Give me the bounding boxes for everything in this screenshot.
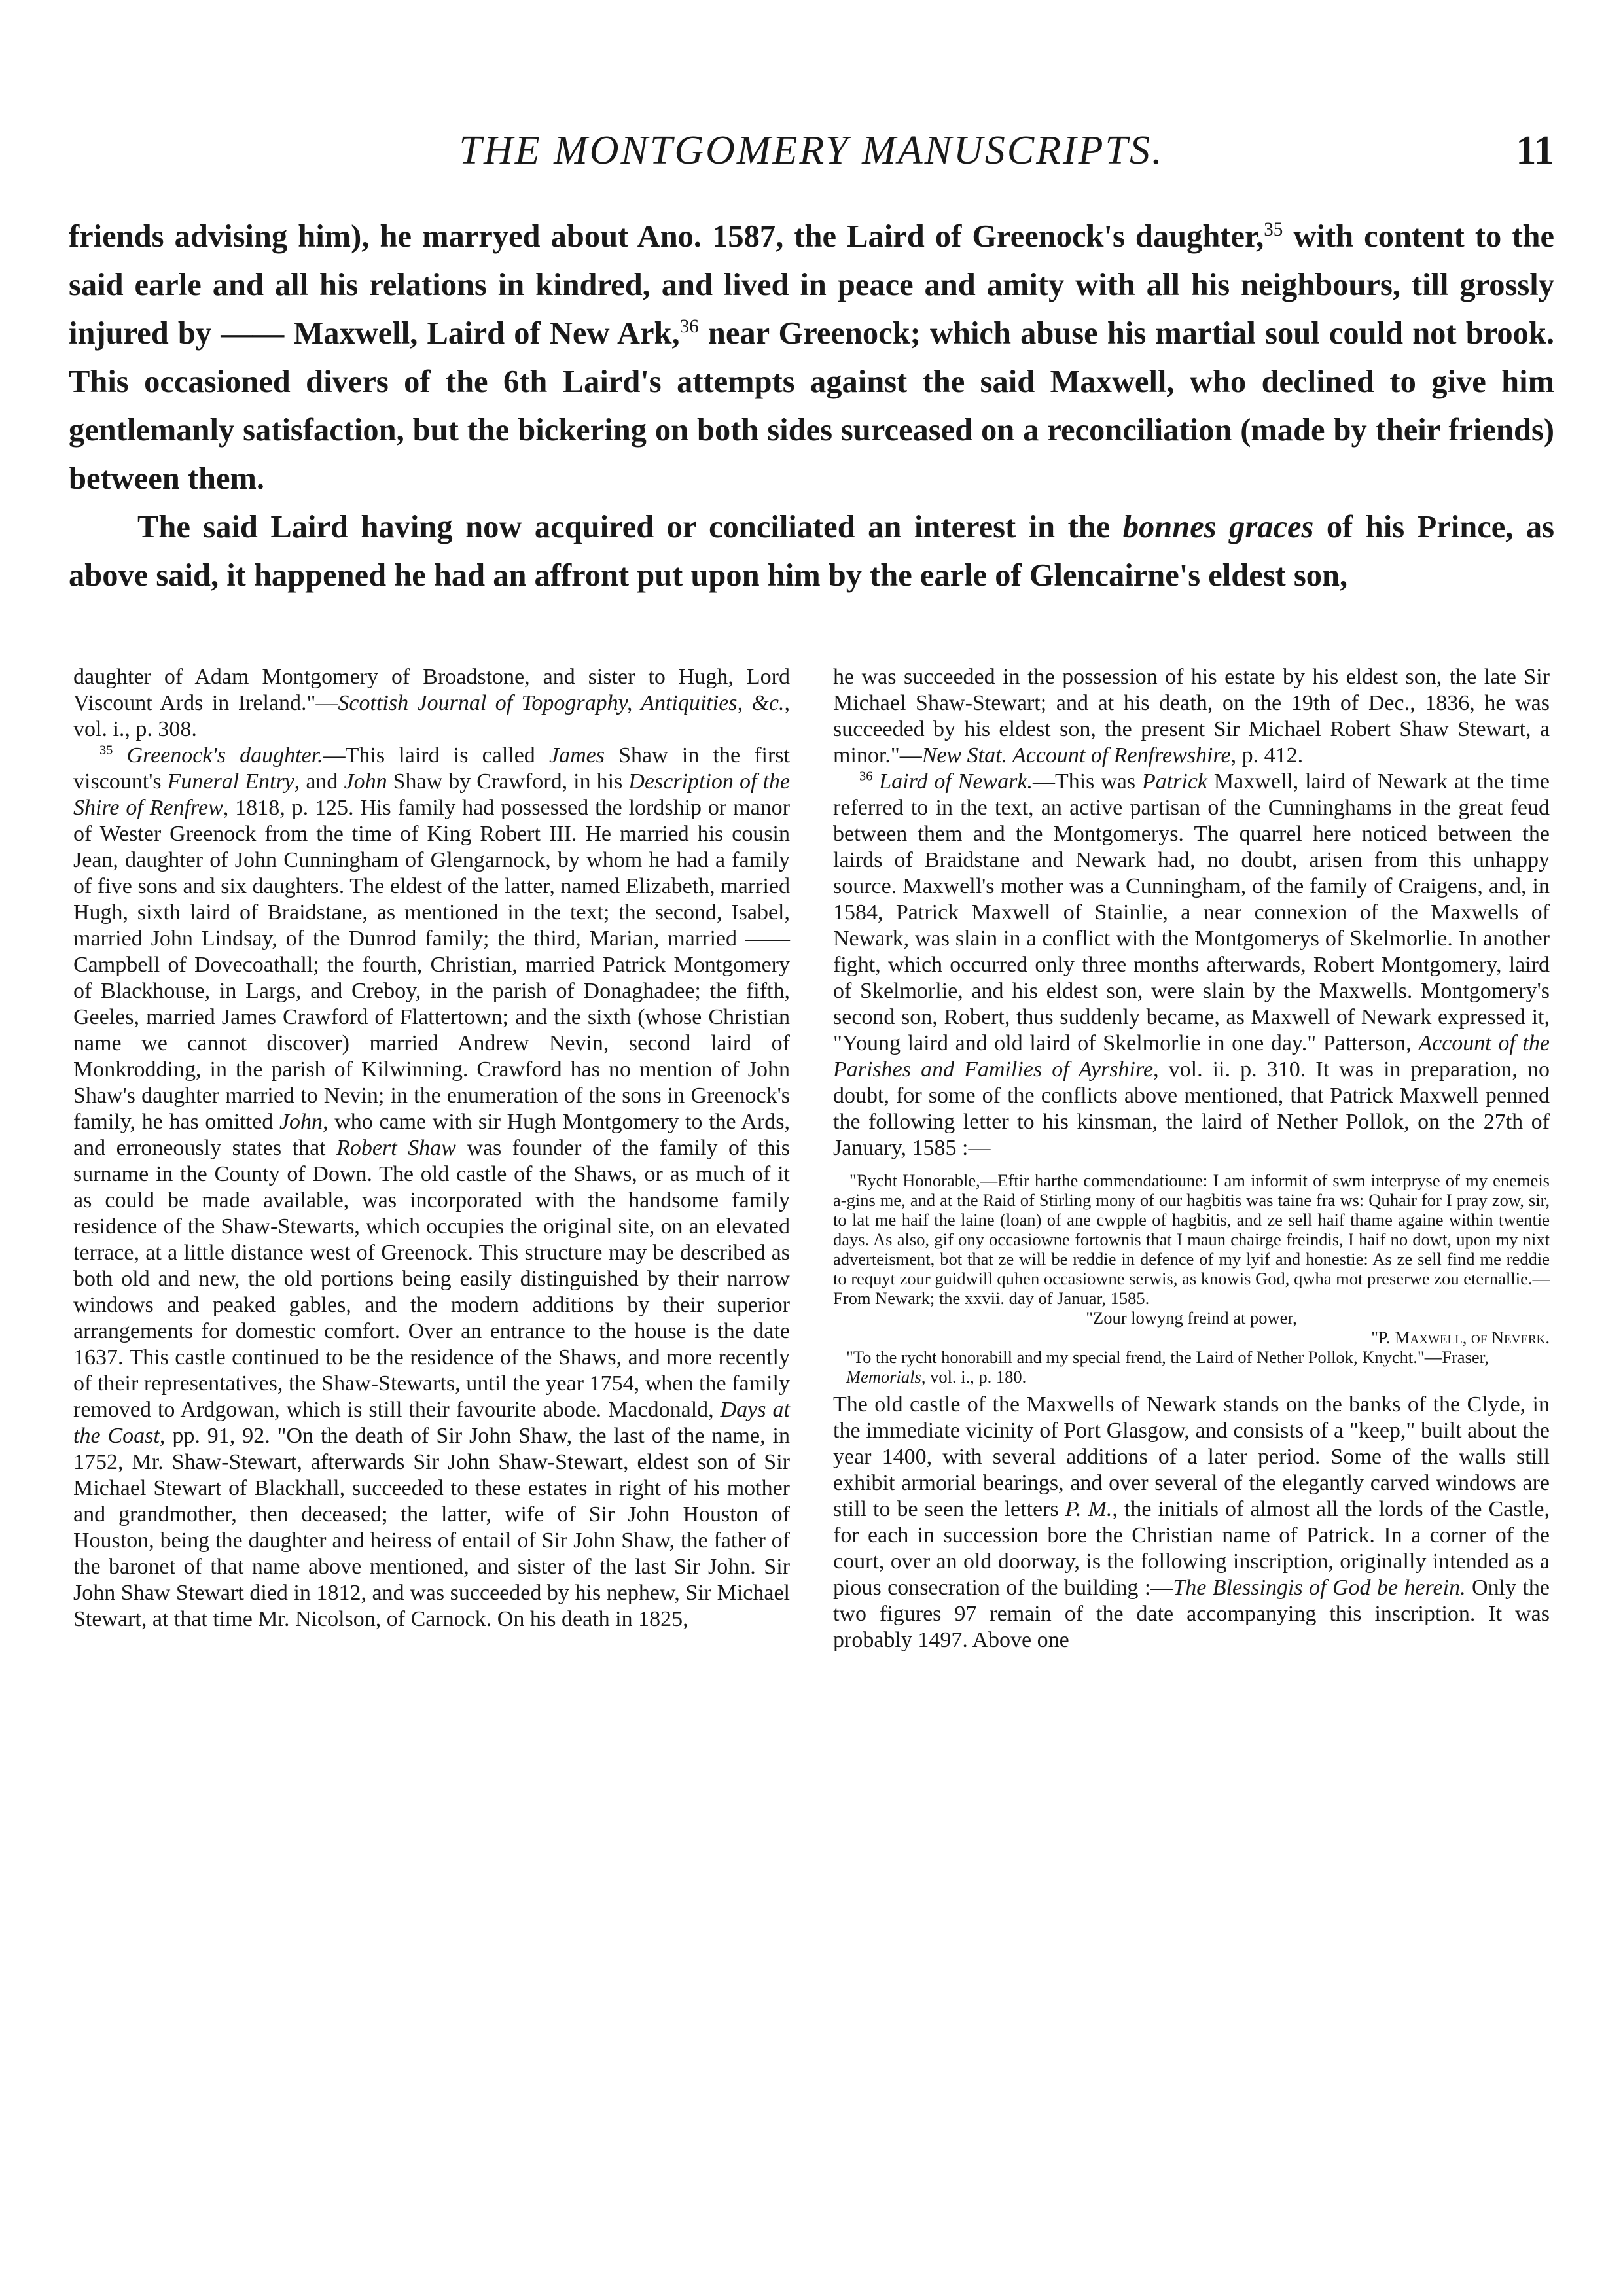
text-span: Only the two figures 97 remain of the date accompanying this inscription. It was probably 1497. Above one [833, 1576, 1550, 1652]
footnote-number: 36 [859, 769, 873, 784]
footnote-ref-35: 35 [1264, 219, 1283, 240]
text-span: , p. 412. [1230, 743, 1304, 768]
footnote-36 [833, 769, 1550, 1161]
text-span: , and [294, 769, 344, 794]
text-span: , pp. 91, 92. "On the death of Sir John Shaw, the last of the name, in 1752, Mr. Shaw-Stewart, afterwards Sir John Shaw-Stewart, eldest son of Sir Michael Stewart of Blackhall, succeeded to these estates in right of his mother and grandmother, then deceased; the latter, wife of Sir John Houston of Houston, being the daughter and heiress of entail of Sir John Shaw, the father of the baronet of that name above mentioned, and sister of the last Sir John. Sir John Shaw Stewart died in 1812, and was succeeded by his nephew, Sir Michael Stewart, at that time Mr. Nicolson, of Carnock. On his death in 1825, [73, 1424, 790, 1631]
text-span: Maxwell, laird of Newark at the time referred to in the text, an active partisan of the Cunninghams in the great feud between them and the Montgomerys. The quarrel here noticed between the lairds of Braidstane and Newark had, no doubt, arisen from this unhappy source. Maxwell's mother was a Cunningham, of the family of Craigens, and, in 1584, Patrick Maxwell of Stainlie, a near connexion of the Maxwells of Newark, was slain in a conflict with the Montgomerys of Skelmorlie. In another fight, which occurred only three months afterwards, Robert Montgomery, laird of Skelmorlie, and his eldest son, were slain by the Maxwells. Montgomery's second son, Robert, thus suddenly became, as Maxwell of Newark expressed it, "Young laird and old laird of Skelmorlie in one day." Patterson, [833, 769, 1550, 1055]
running-title: THE MONTGOMERY MANUSCRIPTS. [459, 128, 1164, 173]
footnote-continuation [833, 664, 1550, 769]
italic-span: Days at the Coast [73, 1398, 790, 1448]
text-span: , the initials of almost all the lords of the Castle, for each in succession bore the Christian name of Patrick. In a corner of the court, over an old doorway, is the following inscription, originally intended as a pious consecration of the building :— [833, 1497, 1550, 1600]
page-number: 11 [1516, 128, 1554, 173]
footnote-title: Laird of Newark. [879, 769, 1033, 794]
italic-span: Scottish Journal of Topography, Antiquities, &c. [338, 691, 785, 715]
text-span: friends advising him), he marryed about Ano. 1587, the Laird of Greenock's daughter, [69, 219, 1264, 254]
text-span: of his Prince, as above said, it happened he had an affront put upon him by the earle of Glencairne's eldest son, [69, 510, 1554, 593]
italic-span: P. M. [1065, 1497, 1113, 1521]
text-span: The old castle of the Maxwells of Newark stands on the banks of the Clyde, in the immediate vicinity of Port Glasgow, and consists of a "keep," built about the year 1400, with several additions of a later period. Some of the walls still exhibit armorial bearings, and over several of the elegantly carved windows are still to be seen the letters [833, 1392, 1550, 1521]
italic-span: bonnes graces [1122, 510, 1314, 544]
text-span: "To the rycht honorabill and my special frend, the Laird of Nether Pollok, Knycht."—Fraser, [846, 1347, 1489, 1367]
italic-span: Funeral Entry [167, 769, 294, 794]
text-span: , who came with sir Hugh Montgomery to the Ards, and erroneously states that [73, 1110, 790, 1160]
footnote-35 [73, 743, 790, 1633]
italic-span: Memorials [846, 1367, 921, 1386]
letter-signature: "P. Maxwell, of Neverk. [1371, 1328, 1550, 1347]
letter-closing: "Zour lowyng freind at power, [1086, 1308, 1297, 1328]
footnotes-left-column [73, 664, 790, 1633]
italic-span: Description of the Shire of Renfrew [73, 769, 791, 820]
text-span: with content to the said earle and all his relations in kindred, and lived in peace and amity with all his neighbours, till grossly injured by —— Maxwell, Laird of New Ark, [69, 219, 1554, 351]
text-span: —This laird is called [323, 743, 549, 768]
running-header [0, 128, 1623, 186]
footnote-number: 35 [99, 743, 113, 758]
letter-body: "Rycht Honorable,—Eftir harthe commendatioune: I am informit of swm interpryse of my enemeis a-gins me, and at the Raid of Stirling mony of our hagbitis was taine fra ws: Quhair for I pray zow, sir, to lat me haif the laine (loan) of ane cwpple of hagbitis, and ze sell haif thame againe within twentie days. As also, gif ony occasiowne fortownis that I maun chairge freindis, I haif no dowt, upon my nixt adverteisment, bot that ze will be reddie in defence of my lyif and honestie: As ze sell find me reddie to requyt zour guidwill quhen occasiowne serwis, as knowis God, qwha mot preserwe zou eternallie.—From Newark; the xxvii. day of Januar, 1585. [833, 1171, 1550, 1308]
italic-span: John [279, 1110, 323, 1134]
main-paragraph-2 [69, 503, 1554, 600]
text-span: Shaw by Crawford, in his [387, 769, 629, 794]
italic-span: Patrick [1141, 769, 1208, 794]
text-span: , 1818, p. 125. His family had possessed the lordship or manor of Wester Greenock from the time of King Robert III. He married his cousin Jean, daughter of John Cunningham of Glengarnock, by whom he had a family of five sons and six daughters. The eldest of the latter, named Elizabeth, married Hugh, sixth laird of Braidstane, as mentioned in the text; the second, Isabel, married John Lindsay, of the Dunrod family; the third, Marian, married —— Campbell of Dovecoathall; the fourth, Christian, married Patrick Montgomery of Blackhouse, in Largs, and Creboy, in the parish of Donaghadee; the fifth, Geeles, married James Crawford of Flattertown; and the sixth (whose Christian name we cannot discover) married Andrew Nevin, second laird of Monkrodding, in the parish of Kilwinning. Crawford has no mention of John Shaw's daughter married to Nevin; in the enumeration of the sons in Greenock's family, he has omitted [73, 796, 790, 1134]
main-text [69, 213, 1554, 600]
footnote-title: Greenock's daughter. [126, 743, 323, 768]
italic-span: The Blessingis of God be herein. [1173, 1576, 1466, 1600]
italic-span: Robert Shaw [336, 1136, 456, 1160]
text-span: he was succeeded in the possession of his estate by his eldest son, the late Sir Michael Shaw-Stewart; and at his death, on the 19th of Dec., 1836, he was succeeded by his eldest son, the present Sir Michael Robert Shaw Stewart, a minor."— [833, 665, 1550, 768]
italic-span: John [344, 769, 387, 794]
letter-quotation [833, 1171, 1550, 1386]
text-span: , vol. i., p. 180. [921, 1367, 1027, 1386]
footnote-ref-36: 36 [679, 315, 699, 337]
text-span: —This was [1032, 769, 1142, 794]
italic-span: New Stat. Account of Renfrewshire [921, 743, 1231, 768]
italic-span: James [548, 743, 605, 768]
text-span: Shaw in the first viscount's [73, 743, 790, 794]
main-paragraph-1 [69, 213, 1554, 503]
text-span: near Greenock; which abuse his martial soul could not brook. This occasioned divers of the 6th Laird's attempts against the said Maxwell, who declined to give him gentlemanly satisfaction, but the bickering on both sides surceased on a reconciliation (made by their friends) between them. [69, 316, 1554, 496]
footnote-36-continued [833, 1392, 1550, 1653]
text-span: , vol. i., p. 308. [73, 691, 790, 741]
footnotes-right-column [833, 664, 1550, 1653]
letter-address [833, 1347, 1550, 1386]
text-span: The said Laird having now acquired or conciliated an interest in the [137, 510, 1123, 544]
italic-span: Account of the Parishes and Families of Ayrshire [833, 1031, 1550, 1082]
text-span: , vol. ii. p. 310. It was in preparation, no doubt, for some of the conflicts above mentioned, that Patrick Maxwell penned the following letter to his kinsman, the laird of Nether Pollok, on the 27th of January, 1585 :— [833, 1057, 1550, 1160]
footnote-continuation [73, 664, 790, 743]
text-span: was founder of the family of this surname in the County of Down. The old castle of the Shaws, or as much of it as could be made available, was incorporated with the handsome family residence of the Shaw-Stewarts, which occupies the original site, on an elevated terrace, at a little distance west of Greenock. This structure may be described as both old and new, the old portions being easily distinguished by their narrow windows and peaked gables, and the modern additions by their superior arrangements for domestic comfort. Over an entrance to the house is the date 1637. This castle continued to be the residence of the Shaws, and more recently of their representatives, the Shaw-Stewarts, until the year 1754, when the family removed to Ardgowan, which is still their favourite abode. Macdonald, [73, 1136, 791, 1422]
text-span: daughter of Adam Montgomery of Broadstone, and sister to Hugh, Lord Viscount Ards in Ireland."— [73, 665, 790, 715]
